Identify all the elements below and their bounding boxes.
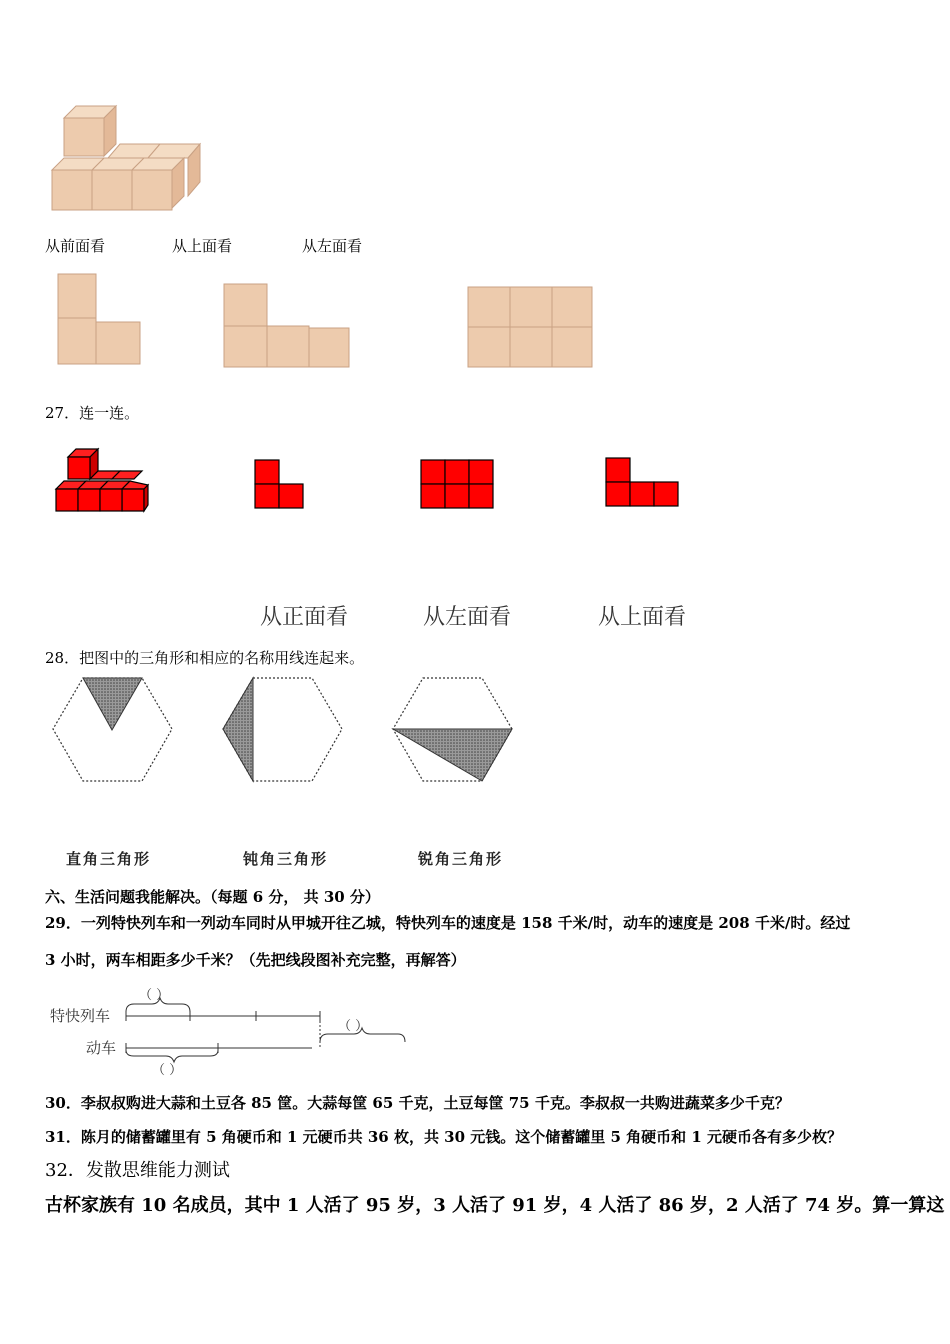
tan-top-view	[222, 282, 352, 370]
section6-heading: 六、生活问题我能解决。（每题 6 分， 共 30 分）	[45, 888, 380, 906]
tan-front-view	[56, 272, 146, 368]
name-acute-triangle: 锐角三角形	[418, 850, 504, 868]
q31-text: 31．陈月的储蓄罐里有 5 角硬币和 1 元硬币共 36 枚，共 30 元钱。这个储蓄罐里 5 角硬币和 1 元硬币各有多少枚？	[45, 1128, 843, 1146]
hexagon-acute	[50, 676, 176, 784]
name-right-triangle: 直角三角形	[66, 850, 152, 868]
hexagon-right	[220, 676, 346, 784]
red-cube-figure	[52, 445, 152, 520]
q28-title: 28．把图中的三角形和相应的名称用线连起来。	[45, 649, 365, 667]
hexagon-obtuse	[390, 676, 516, 784]
view-label-left: 从左面看	[302, 237, 363, 255]
tan-left-view	[466, 285, 596, 370]
view-label-top: 从上面看	[172, 237, 233, 255]
blank-right: （ ）	[338, 1019, 369, 1034]
tan-cube-figure	[48, 100, 208, 215]
q29-line1: 29．一列特快列车和一列动车同时从甲城开往乙城，特快列车的速度是 158 千米/时，动车的速度是 208 千米/时。经过	[45, 914, 851, 932]
blank-bottom: （ ）	[152, 1063, 183, 1078]
blank-top: （ ）	[139, 988, 170, 1003]
red-view-b	[419, 458, 497, 510]
view-label-front: 从前面看	[45, 237, 106, 255]
q27-title: 27．连一连。	[45, 404, 140, 422]
q29-line2: 3 小时，两车相距多少千米？（先把线段图补充完整，再解答）	[45, 951, 466, 969]
red-view-a	[253, 458, 307, 512]
diagram-label-express: 特快列车	[50, 1007, 111, 1025]
q30-text: 30．李叔叔购进大蒜和土豆各 85 筐。大蒜每筐 65 千克，土豆每筐 75 千克。李叔叔一共购进蔬菜多少千克？	[45, 1094, 790, 1112]
q27-label-left: 从左面看	[423, 605, 512, 630]
diagram-label-bullet: 动车	[86, 1039, 117, 1057]
name-obtuse-triangle: 钝角三角形	[243, 850, 329, 868]
q27-label-top: 从上面看	[598, 605, 687, 630]
q32-text: 古杯家族有 10 名成员，其中 1 人活了 95 岁，3 人活了 91 岁，4 人活了 86 岁，2 人活了 74 岁。算一算这	[45, 1195, 945, 1216]
q32-title: 32．发散思维能力测试	[45, 1160, 230, 1181]
q27-label-front: 从正面看	[260, 605, 349, 630]
red-view-c	[604, 456, 682, 510]
line-diagram	[120, 996, 410, 1058]
